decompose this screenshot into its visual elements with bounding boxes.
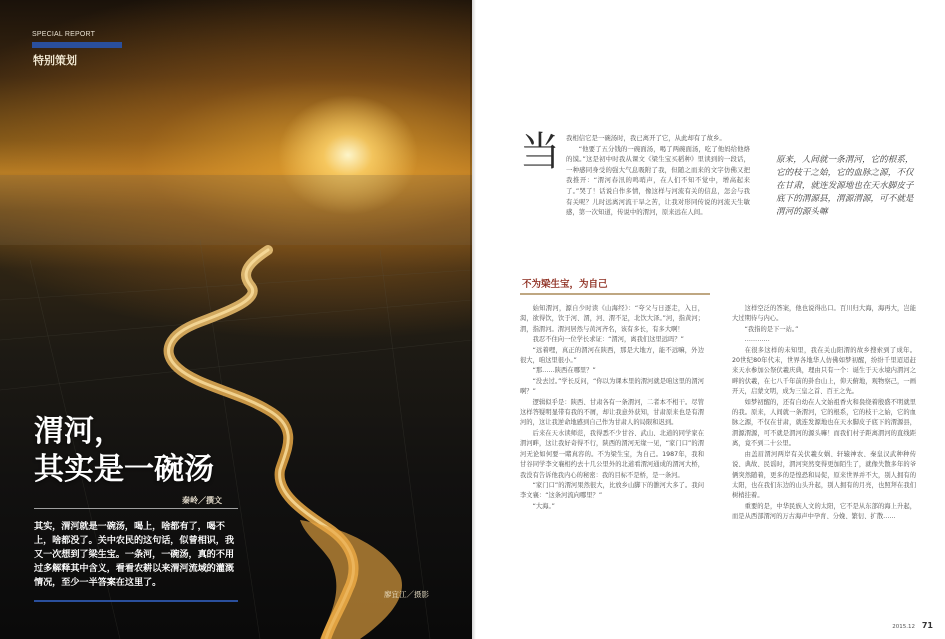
photo-credit: 廖宜江／摄影 — [384, 590, 429, 599]
title-divider — [34, 508, 238, 509]
body-paragraph: 逻辑似乎是：陕西、甘肃各有一条渭河，二者本不相干。尽管这样答疑明显带有我的不屑，却让我意外获知，甘肃原来也是有渭河的，这让我逆命地感到自己作为甘肃人的局限和迟到。 — [520, 398, 704, 427]
intro-paragraph: “他要了五分钱的一碗面汤，喝了两碗面汤，吃了他妈给他烙的馍。”这是初中时我从课文《梁生宝买稻种》里读到的一段话，一种感同身受的强大气息吸附了我，但随之而来的文字仿佛又把我推开：“渭河春汛的鸣哨声，在人们不知不觉中，增高起来了。”哭了！话说自作多情，像这样与河流有关的信息，怎会与我有关呢？儿时远离河流干旱之苦，让我对形同传说的河流天生敏感，第一次知道，传说中的渭河，原来远在人间。 — [566, 144, 750, 217]
sub-heading: 不为梁生宝，为自己 — [522, 279, 608, 290]
sub-heading-divider — [520, 293, 710, 295]
body-paragraph: 始知渭河，源自少时读《山海经》：“夸父与日逐走，入日，渴，欲得饮，饮于河、渭，河、渭不足，北饮大泽。”河，指黄河；渭，指渭河。渭河居然与黄河齐名，该有多长，有多大啊！ — [520, 305, 704, 333]
body-paragraph: ………… — [744, 336, 770, 344]
body-paragraph: 后来在天水读师范，我得悉不少甘谷、武山、北道的同学家在渭河畔，这让我好奇得不行，陕西的渭河无缘一见，“家门口”的渭河无论如何要一睹真容的。不为梁生宝，为自己。1987年，我和甘谷同学李文襄相约去十几公里外的北道看渭河通成的渭河大桥，我没有告诉他我内心的秘密：我的目标不是桥，是一条河。 — [520, 429, 704, 479]
body-paragraph: “那……陕西在哪里？” — [532, 367, 596, 375]
lead-paragraph: 其实，渭河就是一碗汤，喝上，啥都有了，喝不上，啥都没了。关中农民的这句话，似曾相识，我又一次想到了梁生宝。一条河，一碗汤，真的不用过多解释其中含义，看看农耕以来渭河流域的灌溉情况，至少一半答案在这里了。 — [34, 521, 234, 588]
body-paragraph: “家门口”的渭河果然很大，比放乡山脚下的雒河大多了。我问李文襄：“这条河流向哪里？” — [520, 481, 704, 500]
intro-text — [566, 133, 750, 218]
body-paragraph: “大海。” — [532, 502, 555, 510]
body-paragraph: “远着哩，真正的渭河在陕西，那是大地方，能不远嘛，外边很大，咱这里很小。” — [520, 346, 704, 365]
issue-date: 2015.12 — [892, 624, 915, 630]
pull-quote: 原来，人间就一条渭河，它的根系，它的枝干之始，它的血脉之源，不仅在甘肃，就连发源地也在天水脚皮子底下的渭源县，渭源渭源，可不就是渭河的源头嘛 — [776, 155, 914, 217]
body-paragraph: 这样空泛的答案，他也说得出口。百川归大海，海再大，岂能大过期待与内心。 — [732, 305, 916, 323]
title-line-2: 其实是一碗汤 — [34, 452, 214, 487]
body-paragraph: 我忍不住向一位学长求证：“渭河，离我们这里远吗？” — [532, 336, 684, 344]
body-column-right — [732, 304, 916, 523]
drop-cap: 当 — [520, 129, 560, 175]
body-column-left — [520, 304, 704, 512]
title-line-1: 渭河， — [34, 414, 124, 449]
section-bar — [32, 42, 122, 48]
body-paragraph: “我指的是下一站。” — [744, 325, 799, 333]
body-paragraph: “没去过。”学长反问，“你以为课本里的渭河就是咱这里的渭河啊？” — [520, 377, 704, 396]
cover-photo — [0, 0, 472, 639]
body-paragraph: 在很多这样的未知里，我在关山阳渭的故乡搜索到了成年。20世纪80年代末，世界各地华人仿佛如梦初醒，纷纷千里迢迢赶来天水参加公祭伏羲庆典，理由只有一个：诞生于天水境内渭河之畔的伏羲，在七八千年前的卦台山上，仰天俯地，观物察己，一画开天，启蒙文明，成为三皇之首、百王之先。 — [732, 346, 916, 396]
intro-paragraph: 我相信它是一碗汤时，我已离开了它，从此却有了故乡。 — [566, 134, 726, 142]
section-label-cn: 特别策划 — [33, 54, 77, 67]
lead-divider — [34, 600, 238, 602]
section-label-en: SPECIAL REPORT — [32, 31, 96, 38]
byline: 秦岭／撰文 — [182, 496, 222, 505]
article-page — [476, 0, 945, 639]
article-title — [34, 413, 254, 489]
body-paragraph: 如梦初醒的，还有自幼在人文始祖香火和裊绕着殷盛不明就里的我。原来，人间就一条渭河，它的根系，它的枝干之始，它的血脉之源，不仅在甘肃，就连发源地也在天水脚皮子底下的渭源县，渭源渭源，可不就是渭河的源头嘛！而我们村子距离渭河的直线距离，竟不到二十公里。 — [732, 398, 916, 448]
body-paragraph: 由盖眉渭河两岸有关伏羲女娲、轩辕神农、秦皇汉武种种传说、典故、民谣时，渭河突然变得更加陌生了，就像失散多年的爷俩突然随着，更多的是惶恐和局促，原来世界并不大，别人拥有的太阳，也在我们东边的山头升起，别人拥有的月亮，也照拜在我们树梢挂着。 — [732, 450, 916, 500]
body-paragraph: 重要的是，中华民族人文的太阳，它不是从东部的海上升起，而是从西部渭河的万古海声中孕育、分娩、繁衍、扩散…… — [732, 502, 916, 521]
issue-footer — [892, 624, 915, 630]
page-number: 71 — [921, 621, 933, 630]
